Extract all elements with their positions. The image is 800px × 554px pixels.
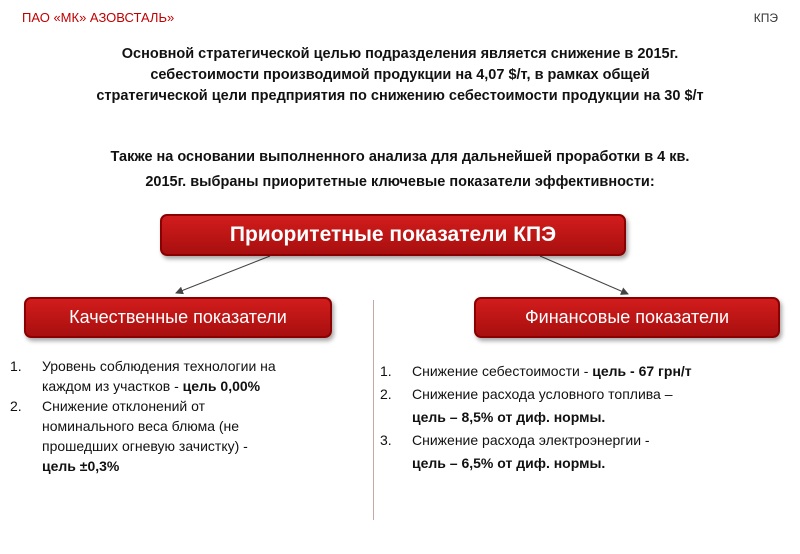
item-number: 2. bbox=[380, 386, 392, 402]
item-number: 1. bbox=[380, 363, 392, 379]
column-divider bbox=[373, 300, 374, 520]
item-number: 3. bbox=[380, 432, 392, 448]
item-text: Снижение себестоимости - цель - 67 грн/т bbox=[412, 363, 692, 379]
financial-kpi-list bbox=[380, 360, 790, 475]
list-item bbox=[380, 360, 790, 383]
item-goal: цель - 67 грн/т bbox=[592, 363, 692, 379]
item-text: прошедших огневую зачистку) - bbox=[42, 438, 248, 454]
priority-kpi-box: Приоритетные показатели КПЭ bbox=[160, 214, 626, 256]
connector-right-arrow bbox=[540, 256, 628, 294]
connector-left-arrow bbox=[176, 256, 270, 293]
item-text: Снижение отклонений от bbox=[42, 398, 205, 414]
analysis-line: Также на основании выполненного анализа для дальнейшей проработки в 4 кв. bbox=[110, 149, 690, 165]
list-item bbox=[10, 356, 360, 396]
qualitative-indicators-box: Качественные показатели bbox=[24, 297, 332, 338]
analysis-line: 2015г. выбраны приоритетные ключевые показатели эффективности: bbox=[145, 174, 655, 190]
strategic-goal-line: Основной стратегической целью подразделения является снижение в 2015г. bbox=[121, 46, 679, 62]
item-goal: цель – 8,5% от диф. нормы. bbox=[412, 409, 606, 425]
item-text: Снижение расхода электроэнергии - bbox=[412, 432, 650, 448]
section-tag: КПЭ bbox=[753, 11, 778, 25]
strategic-goal-line: стратегической цели предприятия по снижению себестоимости продукции на 30 $/т bbox=[96, 88, 704, 104]
list-item bbox=[380, 383, 790, 429]
item-text bbox=[42, 376, 360, 396]
item-goal: цель – 6,5% от диф. нормы. bbox=[412, 455, 606, 471]
item-text: номинального веса блюма (не bbox=[42, 418, 240, 434]
item-goal: цель ±0,3% bbox=[42, 458, 120, 474]
item-number: 1. bbox=[10, 358, 22, 374]
company-name: ПАО «МК» АЗОВСТАЛЬ» bbox=[22, 10, 175, 25]
financial-indicators-box: Финансовые показатели bbox=[474, 297, 780, 338]
item-text: Уровень соблюдения технологии на bbox=[42, 358, 276, 374]
list-item bbox=[380, 429, 790, 475]
item-goal: цель 0,00% bbox=[182, 378, 261, 394]
item-text: Снижение расхода условного топлива – bbox=[412, 386, 673, 402]
item-text-prefix: каждом из участков - bbox=[42, 378, 183, 394]
qualitative-kpi-list bbox=[10, 356, 360, 476]
strategic-goal-line: себестоимости производимой продукции на 4,07 $/т, в рамках общей bbox=[150, 67, 650, 83]
item-number: 2. bbox=[10, 398, 22, 414]
list-item bbox=[10, 396, 360, 476]
